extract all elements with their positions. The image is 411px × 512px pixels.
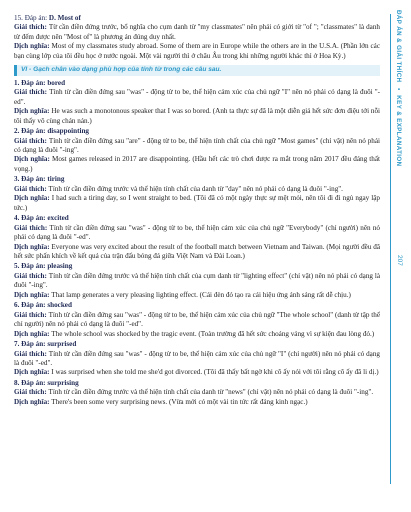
explanation-text: Tính từ cần điền đứng sau "was" - động từ to be, thể hiện cảm xúc của chủ ngữ "Everybody" (chỉ người) nên nó phải có dạng là đuôi "-ed". bbox=[14, 223, 381, 242]
answer-value: D. Most of bbox=[48, 14, 81, 22]
explanation-label: Giải thích: bbox=[14, 223, 50, 232]
translation-label: Dịch nghĩa: bbox=[14, 290, 52, 299]
translation bbox=[14, 194, 380, 213]
sidebar-separator: • bbox=[395, 87, 402, 91]
translation-label: Dịch nghĩa: bbox=[14, 42, 52, 51]
answer-title bbox=[14, 301, 380, 310]
sidebar-title bbox=[395, 10, 402, 167]
answer-title-text: 7. Đáp án: surprised bbox=[14, 340, 77, 349]
answer-title-prefix: 15. Đáp án: bbox=[14, 14, 49, 22]
translation-text: He was such a monotonous speaker that I was so bored. (Anh ta thực sự đã là một diễn giả hết sức đơn điệu tới nỗi tôi thấy vô cùng chán nản.) bbox=[14, 107, 380, 125]
answer-block bbox=[14, 340, 380, 378]
answer-title bbox=[14, 340, 380, 349]
sidebar-left-text: ĐÁP ÁN & GIẢI THÍCH bbox=[395, 10, 402, 83]
answer-title-text: 1. Đáp án: bored bbox=[14, 78, 66, 87]
explanation-text: Tính từ cần điền đứng trước và thể hiện tính chất của danh từ "day" nên nó phải có dạng là đuôi "-ing". bbox=[48, 184, 343, 193]
translation-text: Everyone was very excited about the result of the football match between Vietnam and Taiwan. (Mọi người đều đã hết sức phấn khích về kết quả của trận đấu bóng đá giữa Việt Nam và Đài Loan.) bbox=[14, 242, 380, 261]
answer-block bbox=[14, 379, 380, 407]
sidebar-right-text: KEY & EXPLANATION bbox=[395, 95, 402, 167]
translation-text: The whole school was shocked by the tragic event. (Toàn trường đã hết sức choáng váng vì sự kiện đau lòng đó.) bbox=[51, 329, 375, 338]
answer-title bbox=[14, 214, 380, 223]
translation-label: Dịch nghĩa: bbox=[14, 368, 52, 377]
explanation-text: Tính từ cần điền đứng sau "was" - động từ to be, thể hiện cảm xúc của chủ ngữ "I" nên nó phải có dạng là đuôi "-ed". bbox=[14, 88, 380, 106]
translation bbox=[14, 155, 380, 174]
translation-label: Dịch nghĩa: bbox=[14, 194, 52, 203]
translation bbox=[14, 42, 380, 61]
answer-title bbox=[14, 127, 380, 136]
answer-title bbox=[14, 175, 380, 184]
answer-list bbox=[14, 79, 380, 407]
explanation bbox=[14, 311, 380, 330]
section-heading: VI - Gạch chân vào dạng phù hợp của tính từ trong các câu sau. bbox=[14, 65, 380, 76]
answer-title bbox=[14, 379, 380, 388]
translation-text: There's been some very surprising news. (Vừa mới có một vài tin tức rất đáng kinh ngạc.) bbox=[51, 397, 308, 406]
translation bbox=[14, 291, 380, 300]
answer-block bbox=[14, 301, 380, 339]
explanation bbox=[14, 224, 380, 243]
explanation bbox=[14, 388, 380, 397]
answer-title bbox=[14, 262, 380, 271]
explanation bbox=[14, 350, 380, 369]
answer-title-text: 5. Đáp án: pleasing bbox=[14, 262, 73, 271]
translation-text: Most of my classmates study abroad. Some of them are in Europe while the others are in the U.S.A. (Phần lớn các bạn cùng lớp của tôi đều học ở nước ngoài. Một vài người thì ở châu Âu trong khi những người khác thì ở Hoa Kỳ.) bbox=[14, 42, 380, 60]
explanation-label: Giải thích: bbox=[14, 388, 49, 397]
page-number: 207 bbox=[396, 255, 403, 266]
answer-title-text: 6. Đáp án: shocked bbox=[14, 301, 72, 310]
answer-title-text: 4. Đáp án: excited bbox=[14, 214, 69, 223]
explanation-label: Giải thích: bbox=[14, 349, 49, 358]
explanation bbox=[14, 23, 380, 42]
answer-title bbox=[14, 14, 380, 23]
page-content bbox=[14, 14, 380, 408]
explanation bbox=[14, 272, 380, 291]
answer-block bbox=[14, 214, 380, 261]
translation-label: Dịch nghĩa: bbox=[14, 329, 52, 338]
answer-title-text: 2. Đáp án: disappointing bbox=[14, 127, 90, 136]
sidebar bbox=[387, 0, 411, 512]
translation-label: Dịch nghĩa: bbox=[14, 155, 52, 164]
translation-text: I had such a tiring day, so I went straight to bed. (Tôi đã có một ngày thực sự mệt mỏi, nên tôi đi đi ngủ ngay lập tức.) bbox=[14, 194, 380, 212]
explanation bbox=[14, 137, 380, 156]
translation bbox=[14, 368, 380, 377]
explanation-label: Giải thích: bbox=[14, 184, 49, 193]
answer-block bbox=[14, 175, 380, 213]
explanation-label: Giải thích: bbox=[14, 88, 50, 97]
explanation-label: Giải thích: bbox=[14, 23, 49, 32]
answer-title-text: 8. Đáp án: surprising bbox=[14, 378, 79, 387]
sidebar-rule bbox=[390, 14, 391, 484]
answer-block-15 bbox=[14, 14, 380, 61]
translation bbox=[14, 107, 380, 126]
answer-block bbox=[14, 79, 380, 126]
translation-label: Dịch nghĩa: bbox=[14, 107, 52, 116]
explanation-text: Từ cần điền đứng trước, bổ nghĩa cho cụm danh từ "my classmates" nên phải có giới từ "of "; "classmates" là danh từ đếm được nên "Most of" là phương án đúng duy nhất. bbox=[14, 23, 380, 41]
translation bbox=[14, 330, 380, 339]
translation-text: Most games released in 2017 are disappointing. (Hầu hết các trò chơi được ra mắt trong năm 2017 đều đáng thất vọng.) bbox=[14, 155, 380, 173]
translation-text: That lamp generates a very pleasing lighting effect. (Cái đèn đó tạo ra cái hiệu ứng ánh sáng rất dễ chịu.) bbox=[51, 290, 351, 299]
translation-text: I was surprised when she told me she'd got divorced. (Tôi đã thấy bất ngờ khi cô ấy nói với tôi rằng cô ấy đã li dị.) bbox=[51, 368, 379, 377]
translation-label: Dịch nghĩa: bbox=[14, 242, 52, 251]
answer-title-text: 3. Đáp án: tiring bbox=[14, 175, 65, 184]
answer-title bbox=[14, 79, 380, 88]
explanation-label: Giải thích: bbox=[14, 271, 49, 280]
explanation-text: Tính từ cần điền đứng trước và thể hiện tính chất của cụm danh từ "lighting effect" (chỉ vật) nên nó phải có dạng là đuôi "-ing". bbox=[14, 271, 380, 290]
explanation bbox=[14, 88, 380, 107]
answer-block bbox=[14, 262, 380, 300]
explanation-text: Tính từ cần điền đứng sau "was" - động từ to be, thể hiện cảm xúc của chủ ngữ "I" (chỉ người) nên nó phải có dạng là đuôi "-ed". bbox=[14, 349, 380, 367]
explanation-label: Giải thích: bbox=[14, 310, 49, 319]
explanation-text: Tính từ cần điền đứng trước và thể hiện tính chất của danh từ "news" (chỉ vật) nên nó phải có dạng là đuôi "-ing". bbox=[48, 388, 374, 397]
explanation-text: Tính từ cần điền đứng sau "was" - động từ to be, thể hiện cảm xúc của chủ ngữ "The whole school" (danh từ tập thể chỉ người) nên nó phải có dạng là đuôi "-ed". bbox=[14, 310, 380, 329]
explanation-text: Tính từ cần điền đứng sau "are" - động từ to be, thể hiện tính chất của chủ ngữ "Most games" (chỉ vật) nên nó phải có dạng là đuôi "-ing". bbox=[14, 136, 380, 155]
translation bbox=[14, 398, 380, 407]
explanation-label: Giải thích: bbox=[14, 136, 49, 145]
explanation bbox=[14, 185, 380, 194]
answer-block bbox=[14, 127, 380, 174]
translation-label: Dịch nghĩa: bbox=[14, 397, 52, 406]
translation bbox=[14, 243, 380, 262]
